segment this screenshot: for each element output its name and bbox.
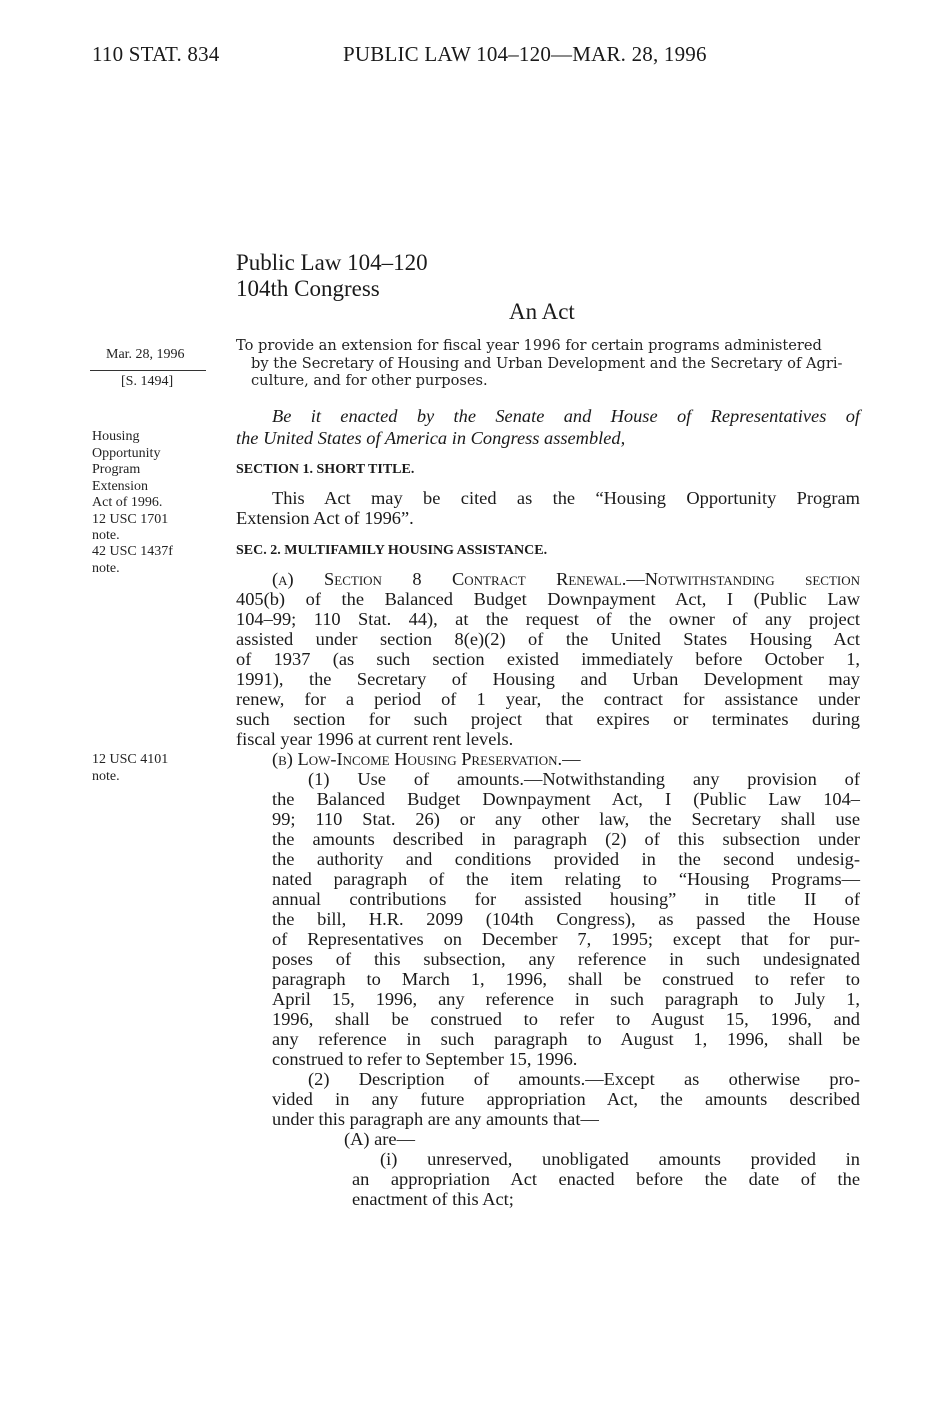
section-1-heading: SECTION 1. SHORT TITLE. [236,462,415,477]
margin-note-line: Housing [92,429,140,444]
text-line: nated paragraph of the item relating to “Housing Programs— [272,869,860,889]
text-line: the bill, H.R. 2099 (104th Congress), as passed the House [272,909,860,929]
page-stat-number: 110 STAT. 834 [92,42,220,66]
an-act-heading: An Act [509,299,575,324]
margin-note-line: note. [92,560,120,576]
text-line: (A) are— [344,1129,415,1149]
purpose-line: culture, and for other purposes. [251,372,488,389]
subsection-a [236,569,860,749]
text-line: such section for such project that expires or terminates during [236,709,860,729]
text-line: of 1937 (as such section existed immediately before October 1, [236,649,860,669]
text-line: enactment of this Act; [352,1189,514,1209]
margin-note-1437f [92,544,173,577]
margin-note-line: Opportunity [92,445,161,461]
text-line: the amounts described in paragraph (2) of this subsection under [272,829,860,849]
text-line: 99; 110 Stat. 26) or any other law, the Secretary shall use [272,809,860,829]
text-line: vided in any future appropriation Act, the amounts described [272,1089,860,1109]
text-line: poses of this subsection, any reference in such undesignated [272,949,860,969]
purpose-line: by the Secretary of Housing and Urban Development and the Secretary of Agri- [251,354,843,372]
clause-i [236,1149,860,1209]
margin-bill-number: [S. 1494] [121,374,174,389]
enacting-line: the United States of America in Congress assembled, [236,428,626,448]
text-line: This Act may be cited as the “Housing Opportunity Program [272,488,860,508]
margin-note-line: 12 USC 1701 [92,511,169,527]
text-line: construed to refer to September 15, 1996. [272,1049,578,1069]
margin-note-line: note. [92,528,120,543]
section-2-heading: SEC. 2. MULTIFAMILY HOUSING ASSISTANCE. [236,543,548,558]
text-line: the Balanced Budget Downpayment Act, I (Public Law 104– [272,789,860,809]
margin-note-line: note. [92,768,120,784]
text-line: (2) Description of amounts.—Except as otherwise pro- [308,1069,860,1089]
margin-note-line: 12 USC 4101 [92,752,169,767]
margin-note-line: Program [92,462,141,477]
enacting-clause [236,405,860,449]
text-line: Extension Act of 1996”. [236,508,414,528]
subparagraph-A [236,1129,860,1149]
congress: 104th Congress [236,276,380,301]
text-line: an appropriation Act enacted before the date of the [352,1169,860,1189]
law-number: Public Law 104–120 [236,250,428,275]
text-line: any reference in such paragraph to August 1, 1996, shall be [272,1029,860,1049]
text-line: the authority and conditions provided in the second undesig- [272,849,860,869]
margin-note-short-title [92,429,168,545]
text-line: (a) Section 8 Contract Renewal.—Notwithstanding section [272,569,860,589]
margin-rule [90,370,206,371]
enacting-line: Be it enacted by the Senate and House of Representatives of [272,406,860,426]
paragraph-b1 [236,769,860,1069]
margin-note-line: Act of 1996. [92,495,163,510]
margin-note-line: 42 USC 1437f [92,544,173,559]
text-line: (i) unreserved, unobligated amounts provided in [380,1149,860,1169]
margin-date: Mar. 28, 1996 [106,347,185,362]
text-line: under this paragraph are any amounts that— [272,1109,599,1129]
text-line: paragraph to March 1, 1996, shall be construed to refer to [272,969,860,989]
paragraph-b2 [236,1069,860,1129]
running-header: PUBLIC LAW 104–120—MAR. 28, 1996 [343,42,707,66]
subsection-b-heading: (b) Low-Income Housing Preservation.— [272,749,581,769]
text-line: 1996, shall be construed to refer to August 15, 1996, and [272,1009,860,1029]
margin-note-4101 [92,752,168,785]
section-1-text [236,488,860,528]
text-line: 104–99; 110 Stat. 44), at the request of the owner of any project [236,609,860,629]
text-line: renew, for a period of 1 year, the contract for assistance under [236,689,860,709]
text-line: assisted under section 8(e)(2) of the United States Housing Act [236,629,860,649]
text-line: of Representatives on December 7, 1995; except that for pur- [272,929,860,949]
text-line: April 15, 1996, any reference in such paragraph to July 1, [272,989,860,1009]
subsection-b [236,749,860,769]
text-line: annual contributions for assisted housing” in title II of [272,889,860,909]
text-line: 1991), the Secretary of Housing and Urban Development may [236,669,860,689]
purpose-line: To provide an extension for fiscal year 1996 for certain programs administered [236,337,822,354]
purpose-text [236,337,842,390]
margin-note-line: Extension [92,478,148,494]
text-line: (1) Use of amounts.—Notwithstanding any provision of [308,769,860,789]
text-line: fiscal year 1996 at current rent levels. [236,729,514,749]
text-line: 405(b) of the Balanced Budget Downpayment Act, I (Public Law [236,589,860,609]
